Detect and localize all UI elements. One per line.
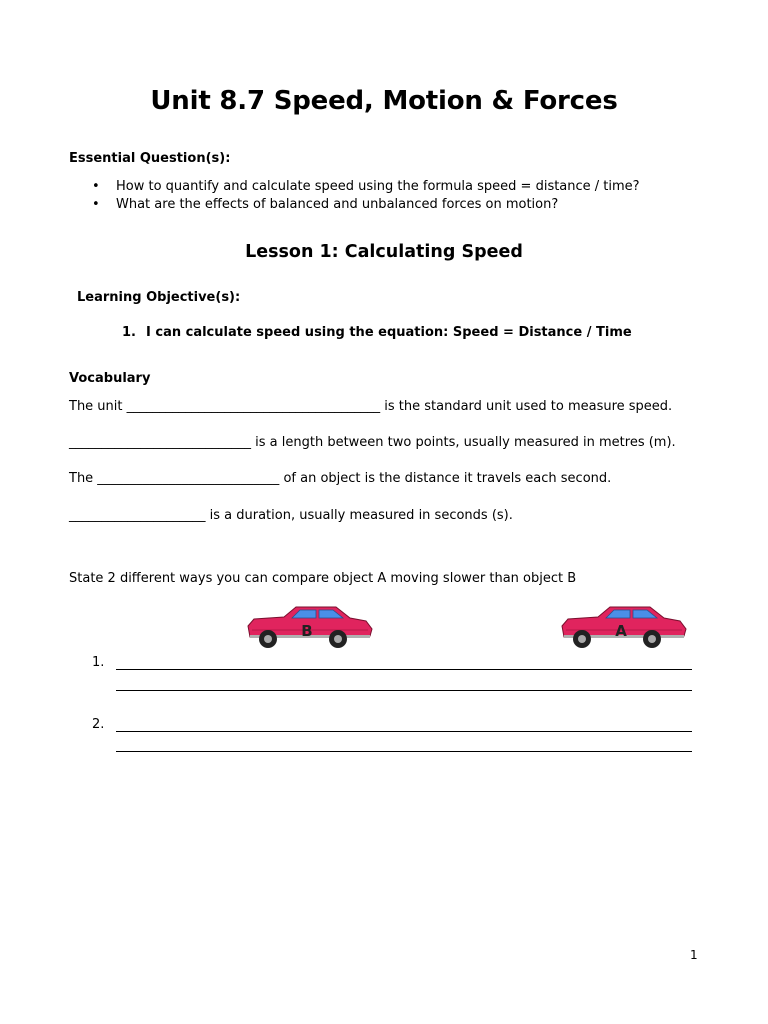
car-b-image	[244, 602, 374, 650]
lesson-title: Lesson 1: Calculating Speed	[245, 242, 523, 262]
bullet-icon: •	[92, 197, 100, 212]
vocab-fill-in-4: _____________________ is a duration, usually measured in seconds (s).	[69, 508, 513, 523]
learning-objectives-label: Learning Objective(s):	[77, 290, 241, 305]
objective-text: I can calculate speed using the equation: Speed = Distance / Time	[146, 325, 632, 340]
essential-questions-label: Essential Question(s):	[69, 151, 231, 166]
bullet-icon: •	[92, 179, 100, 194]
page-number: 1	[690, 948, 698, 962]
essential-question-2: What are the effects of balanced and unbalanced forces on motion?	[116, 197, 559, 212]
vocab-fill-in-2: ____________________________ is a length between two points, usually measured in metres (m).	[69, 435, 676, 450]
answer-number-2: 2.	[92, 717, 105, 732]
answer-line[interactable]	[116, 731, 692, 732]
answer-line[interactable]	[116, 751, 692, 752]
car-a-label: A	[615, 622, 627, 640]
car-a-image	[558, 602, 688, 650]
answer-line[interactable]	[116, 690, 692, 691]
answer-line[interactable]	[116, 669, 692, 670]
vocab-fill-in-3: The ____________________________ of an object is the distance it travels each second.	[69, 471, 612, 486]
comparison-prompt: State 2 different ways you can compare object A moving slower than object B	[69, 571, 577, 586]
page-title: Unit 8.7 Speed, Motion & Forces	[150, 86, 618, 116]
vocab-fill-in-1: The unit _______________________________________ is the standard unit used to measure speed.	[69, 399, 673, 414]
objective-number: 1.	[122, 325, 136, 340]
answer-number-1: 1.	[92, 655, 105, 670]
vocabulary-label: Vocabulary	[69, 371, 151, 386]
car-b-label: B	[301, 622, 313, 640]
essential-question-1: How to quantify and calculate speed using the formula speed = distance / time?	[116, 179, 640, 194]
